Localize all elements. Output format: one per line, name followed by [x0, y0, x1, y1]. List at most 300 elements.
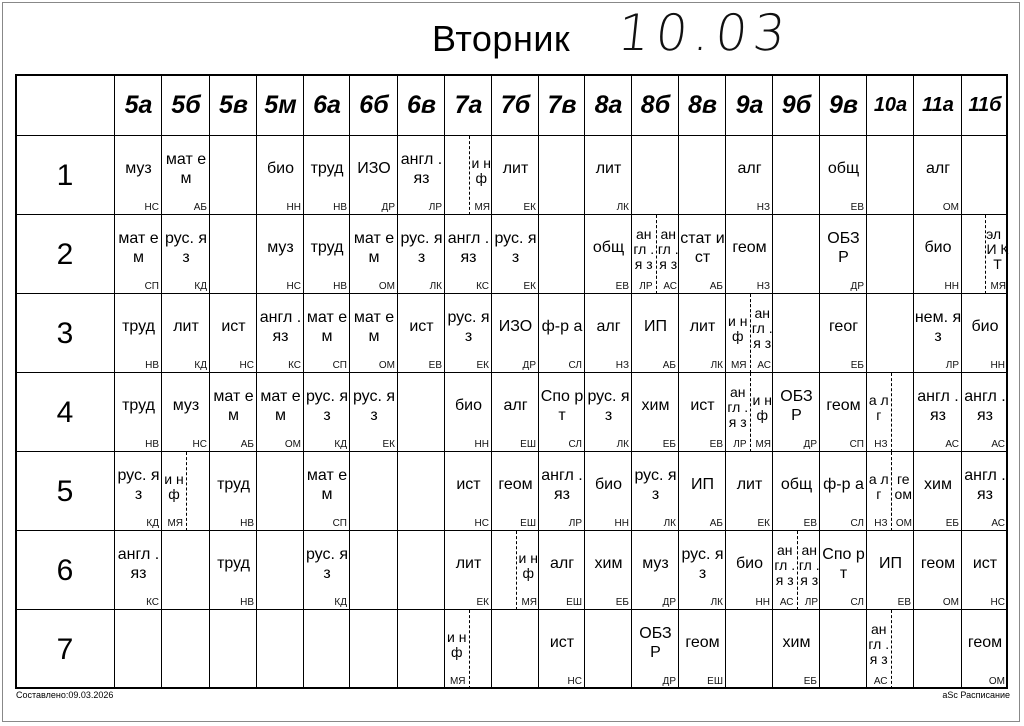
teacher-code: ЕВ: [615, 281, 629, 292]
teacher-code: МЯ: [521, 597, 537, 608]
class-header: 5а: [124, 90, 153, 119]
table-cell: [257, 610, 304, 689]
lesson: [539, 373, 585, 452]
lesson: [257, 215, 304, 294]
lesson: [350, 373, 398, 452]
table-cell: [350, 531, 398, 610]
teacher-code: КД: [194, 360, 207, 371]
subject-label: а лг: [868, 391, 889, 423]
teacher-code: ДР: [850, 281, 864, 292]
subject-label: труд: [310, 239, 344, 256]
teacher-code: НН: [286, 202, 301, 213]
teacher-code: СЛ: [568, 360, 582, 371]
table-cell: [398, 531, 445, 610]
lesson: [914, 531, 962, 610]
lesson: [210, 531, 257, 610]
lesson: [539, 294, 585, 373]
teacher-code: ЛК: [616, 202, 629, 213]
class-header: 11а: [922, 93, 954, 116]
subject-label: и н ф: [518, 549, 538, 581]
subject-label: ф-р а: [541, 318, 583, 335]
subject-label: ан гл .я з: [868, 621, 890, 667]
lesson: [162, 452, 187, 531]
teacher-code: НС: [567, 676, 582, 687]
lesson: [162, 373, 210, 452]
table-cell: [867, 136, 914, 215]
subject-label: алг: [503, 397, 528, 414]
software-credit: aSc Расписание: [942, 690, 1010, 700]
table-cell: [15, 74, 115, 136]
subject-label: ОБЗ Р: [780, 387, 813, 424]
teacher-code: ЛК: [616, 439, 629, 450]
lesson: [492, 373, 539, 452]
teacher-code: НС: [144, 202, 159, 213]
table-cell: [115, 610, 162, 689]
subject-label: ист: [456, 476, 481, 493]
lesson: [304, 373, 350, 452]
teacher-code: НН: [614, 518, 629, 529]
teacher-code: АС: [991, 439, 1005, 450]
teacher-code: АБ: [709, 518, 723, 529]
lesson: [445, 294, 492, 373]
subject-label: стат ист: [680, 229, 725, 266]
table-cell: [398, 373, 445, 452]
teacher-code: ЕК: [382, 439, 395, 450]
lesson: [304, 452, 350, 531]
teacher-code: СП: [849, 439, 864, 450]
subject-label: труд: [122, 397, 155, 414]
teacher-code: ОМ: [942, 202, 959, 213]
lesson: [585, 294, 632, 373]
teacher-code: НВ: [145, 360, 159, 371]
lesson: [632, 215, 657, 294]
subject-label: мат ем: [306, 466, 348, 503]
lesson: [210, 294, 257, 373]
subject-label: геом: [498, 476, 533, 493]
teacher-code: ЕВ: [850, 202, 864, 213]
subject-label: англ .яз: [541, 466, 583, 503]
teacher-code: ЕВ: [428, 360, 442, 371]
subject-label: Спо рт: [540, 387, 584, 424]
class-header: 9а: [735, 90, 764, 119]
teacher-code: ЕБ: [945, 518, 959, 529]
teacher-code: СЛ: [850, 597, 864, 608]
lesson: [492, 452, 539, 531]
teacher-code: НВ: [240, 518, 254, 529]
teacher-code: НЗ: [756, 202, 770, 213]
subject-label: лит: [173, 318, 199, 335]
teacher-code: СЛ: [568, 439, 582, 450]
lesson: [304, 136, 350, 215]
subject-label: труд: [310, 160, 344, 177]
lesson: [914, 452, 962, 531]
teacher-code: ЕК: [523, 281, 536, 292]
subject-label: рус. яз: [400, 229, 443, 266]
teacher-code: НН: [944, 281, 959, 292]
subject-label: лит: [736, 476, 763, 493]
subject-label: и н ф: [471, 154, 491, 186]
subject-label: био: [455, 397, 482, 414]
class-header: 8а: [594, 90, 623, 119]
lesson: [679, 294, 726, 373]
lesson: [304, 531, 350, 610]
subject-label: муз: [172, 397, 200, 414]
subject-label: рус. яз: [634, 466, 677, 503]
table-cell: [773, 215, 820, 294]
subject-label: муз: [125, 160, 152, 177]
teacher-code: НС: [990, 597, 1005, 608]
lesson: [398, 215, 445, 294]
subject-label: мат ем: [118, 229, 159, 266]
teacher-code: ЕК: [523, 202, 536, 213]
table-cell: [585, 610, 632, 689]
lesson: [162, 136, 210, 215]
teacher-code: ЕШ: [520, 439, 536, 450]
table-cell: [210, 215, 257, 294]
lesson: [257, 373, 304, 452]
subject-label: геог: [828, 318, 859, 335]
lesson: [820, 294, 867, 373]
teacher-code: ЕБ: [615, 597, 629, 608]
subject-label: ан гл .я з: [751, 305, 773, 351]
teacher-code: АБ: [240, 439, 254, 450]
lesson: [115, 373, 162, 452]
lesson: [115, 136, 162, 215]
subject-label: хим: [641, 397, 670, 414]
subject-label: рус. яз: [681, 545, 724, 582]
subject-label: рус. яз: [587, 387, 630, 424]
table-cell: [257, 452, 304, 531]
subject-label: био: [924, 239, 952, 256]
table-cell: [679, 136, 726, 215]
teacher-code: ЕВ: [709, 439, 723, 450]
subject-label: нем. яз: [914, 308, 962, 345]
subject-label: ОБЗ Р: [827, 229, 860, 266]
handwritten-date: 10.03: [614, 4, 795, 62]
lesson: [773, 452, 820, 531]
subject-label: ИП: [691, 476, 714, 493]
lesson: [985, 215, 1009, 294]
lesson: [304, 294, 350, 373]
teacher-code: ОМ: [378, 281, 395, 292]
subject-label: ан гл .я з: [633, 226, 655, 272]
teacher-code: КД: [146, 518, 159, 529]
lesson: [162, 215, 210, 294]
subject-label: англ .яз: [964, 387, 1006, 424]
teacher-code: КД: [334, 439, 347, 450]
teacher-code: НВ: [145, 439, 159, 450]
subject-label: общ: [592, 239, 625, 256]
table-cell: [539, 215, 585, 294]
teacher-code: ЛК: [663, 518, 676, 529]
lesson: [632, 373, 679, 452]
subject-label: геом: [920, 555, 956, 572]
teacher-code: АС: [991, 518, 1005, 529]
subject-label: геом: [685, 634, 720, 651]
teacher-code: СП: [332, 360, 347, 371]
teacher-code: НЗ: [615, 360, 629, 371]
subject-label: англ .яз: [917, 387, 959, 424]
subject-label: муз: [267, 239, 294, 256]
subject-label: англ .яз: [447, 229, 490, 266]
teacher-code: КС: [288, 360, 301, 371]
teacher-code: НЗ: [756, 281, 770, 292]
subject-label: общ: [780, 476, 813, 493]
subject-label: геом: [967, 634, 1003, 651]
class-header: 7в: [547, 90, 577, 119]
teacher-code: ОМ: [378, 360, 395, 371]
table-cell: [539, 136, 585, 215]
teacher-code: АБ: [709, 281, 723, 292]
table-cell: [350, 452, 398, 531]
lesson: [656, 215, 681, 294]
teacher-code: ЕШ: [707, 676, 723, 687]
teacher-code: НВ: [333, 202, 347, 213]
class-header: 6в: [406, 90, 436, 119]
teacher-code: ОМ: [942, 597, 959, 608]
subject-label: англ .яз: [117, 545, 160, 582]
teacher-code: ЕШ: [520, 518, 536, 529]
subject-label: геом: [826, 397, 861, 414]
lesson: [539, 531, 585, 610]
class-header: 9в: [828, 90, 858, 119]
teacher-code: ОМ: [895, 518, 912, 529]
subject-label: труд: [217, 555, 250, 572]
period-number: 2: [56, 237, 74, 271]
lesson: [679, 452, 726, 531]
subject-label: ист: [549, 634, 575, 651]
lesson: [962, 531, 1008, 610]
lesson: [867, 373, 892, 452]
subject-label: хим: [924, 476, 952, 493]
class-header: 5б: [171, 90, 201, 119]
teacher-code: СЛ: [850, 518, 864, 529]
teacher-code: НС: [474, 518, 489, 529]
teacher-code: ЕВ: [803, 518, 817, 529]
teacher-code: ЛР: [639, 281, 653, 292]
table-cell: [492, 610, 539, 689]
lesson: [632, 294, 679, 373]
subject-label: и н ф: [164, 470, 184, 502]
teacher-code: ЕШ: [566, 597, 582, 608]
table-cell: [210, 610, 257, 689]
subject-label: и н ф: [728, 312, 748, 344]
class-header: 11б: [968, 93, 1002, 116]
lesson: [773, 373, 820, 452]
table-cell: [867, 215, 914, 294]
lesson: [585, 373, 632, 452]
subject-label: рус. яз: [117, 466, 160, 503]
subject-label: а лг: [868, 470, 889, 502]
table-cell: [820, 610, 867, 689]
subject-label: англ .яз: [964, 466, 1006, 503]
lesson: [350, 215, 398, 294]
subject-label: хим: [782, 634, 811, 651]
teacher-code: НВ: [333, 281, 347, 292]
lesson: [867, 531, 914, 610]
teacher-code: ЕК: [476, 360, 489, 371]
lesson: [492, 215, 539, 294]
lesson: [445, 610, 470, 689]
teacher-code: ЛР: [733, 439, 747, 450]
lesson: [257, 294, 304, 373]
lesson: [115, 531, 162, 610]
subject-label: ан гл .я з: [774, 542, 796, 588]
lesson: [516, 531, 541, 610]
period-number: 3: [56, 316, 74, 350]
subject-label: рус. яз: [305, 545, 349, 582]
table-cell: [726, 610, 773, 689]
subject-label: алг: [737, 160, 762, 177]
class-header: 7а: [454, 90, 483, 119]
lesson: [115, 215, 162, 294]
table-cell: [867, 294, 914, 373]
class-header: 7б: [500, 90, 531, 119]
teacher-code: ЕК: [476, 597, 489, 608]
subject-label: ИП: [644, 318, 667, 335]
lesson: [773, 610, 820, 689]
subject-label: лит: [689, 318, 716, 335]
teacher-code: МЯ: [474, 202, 490, 213]
class-header: 5м: [264, 90, 297, 119]
teacher-code: ДР: [381, 202, 395, 213]
teacher-code: КД: [194, 281, 207, 292]
lesson: [585, 531, 632, 610]
subject-label: мат ем: [353, 229, 395, 266]
teacher-code: ЕБ: [662, 439, 676, 450]
lesson: [773, 531, 798, 610]
lesson: [679, 215, 726, 294]
teacher-code: НН: [990, 360, 1005, 371]
subject-label: лит: [502, 160, 529, 177]
subject-label: и н ф: [752, 391, 772, 423]
subject-label: лит: [455, 555, 482, 572]
table-cell: [398, 610, 445, 689]
subject-label: труд: [217, 476, 250, 493]
subject-label: эл .И КТ: [986, 226, 1009, 272]
lesson: [585, 215, 632, 294]
teacher-code: АБ: [662, 360, 676, 371]
lesson: [962, 452, 1008, 531]
subject-label: и н ф: [447, 628, 467, 660]
table-cell: [162, 531, 210, 610]
subject-label: ИЗО: [498, 318, 533, 335]
subject-label: мат ем: [165, 150, 207, 187]
lesson: [820, 531, 867, 610]
teacher-code: МЯ: [167, 518, 183, 529]
subject-label: мат ем: [260, 387, 301, 424]
table-cell: [304, 610, 350, 689]
teacher-code: ЛР: [428, 202, 442, 213]
lesson: [962, 373, 1008, 452]
teacher-code: ЛК: [710, 597, 723, 608]
table-cell: [773, 294, 820, 373]
teacher-code: НН: [474, 439, 489, 450]
table-cell: [210, 136, 257, 215]
lesson: [445, 373, 492, 452]
class-header: 8б: [640, 90, 671, 119]
page-title: Вторник: [432, 18, 571, 59]
lesson: [115, 294, 162, 373]
lesson: [962, 294, 1008, 373]
lesson: [445, 215, 492, 294]
lesson: [632, 531, 679, 610]
subject-label: хим: [594, 555, 623, 572]
table-cell: [962, 136, 1008, 215]
lesson: [492, 294, 539, 373]
lesson: [797, 531, 822, 610]
lesson: [398, 294, 445, 373]
lesson: [820, 373, 867, 452]
lesson: [210, 452, 257, 531]
subject-label: рус. яз: [494, 229, 537, 266]
teacher-code: ЛР: [804, 597, 818, 608]
lesson: [539, 452, 585, 531]
teacher-code: ЕК: [757, 518, 770, 529]
subject-label: ОБЗ Р: [639, 624, 672, 661]
compiled-date: Составлено:09.03.2026: [16, 690, 114, 700]
class-header: 6а: [313, 90, 341, 119]
lesson: [891, 452, 916, 531]
subject-label: общ: [827, 160, 860, 177]
teacher-code: АС: [873, 676, 888, 687]
lesson: [492, 136, 539, 215]
teacher-code: МЯ: [755, 439, 771, 450]
teacher-code: МЯ: [730, 360, 747, 371]
teacher-code: НС: [239, 360, 254, 371]
table-cell: [773, 136, 820, 215]
lesson: [867, 452, 892, 531]
teacher-code: ЛР: [568, 518, 582, 529]
lesson: [445, 531, 492, 610]
class-header: 9б: [781, 90, 812, 119]
teacher-code: НС: [192, 439, 207, 450]
lesson: [162, 294, 210, 373]
teacher-code: АС: [663, 281, 677, 292]
subject-label: англ .яз: [259, 308, 302, 345]
subject-label: био: [267, 160, 294, 177]
teacher-code: СП: [144, 281, 159, 292]
subject-label: ан гл .я з: [798, 542, 820, 588]
subject-label: геом: [732, 239, 767, 256]
teacher-code: КД: [334, 597, 347, 608]
table-cell: [914, 610, 962, 689]
lesson: [210, 373, 257, 452]
period-number: 7: [56, 632, 74, 666]
class-header: 8в: [687, 90, 717, 119]
subject-label: рус. яз: [447, 308, 490, 345]
teacher-code: НВ: [240, 597, 254, 608]
teacher-code: ЕБ: [803, 676, 817, 687]
subject-label: ист: [409, 318, 434, 335]
lesson: [585, 452, 632, 531]
subject-label: алг: [549, 555, 575, 572]
subject-label: алг: [925, 160, 951, 177]
lesson: [257, 136, 304, 215]
teacher-code: АС: [779, 597, 794, 608]
teacher-code: ДР: [662, 676, 676, 687]
subject-label: мат ем: [306, 308, 348, 345]
lesson: [820, 452, 867, 531]
subject-label: муз: [642, 555, 669, 572]
lesson: [726, 531, 773, 610]
subject-label: ист: [690, 397, 715, 414]
class-header: 6б: [359, 90, 389, 119]
teacher-code: НН: [755, 597, 770, 608]
teacher-code: КС: [476, 281, 489, 292]
table-cell: [632, 136, 679, 215]
lesson: [726, 215, 773, 294]
